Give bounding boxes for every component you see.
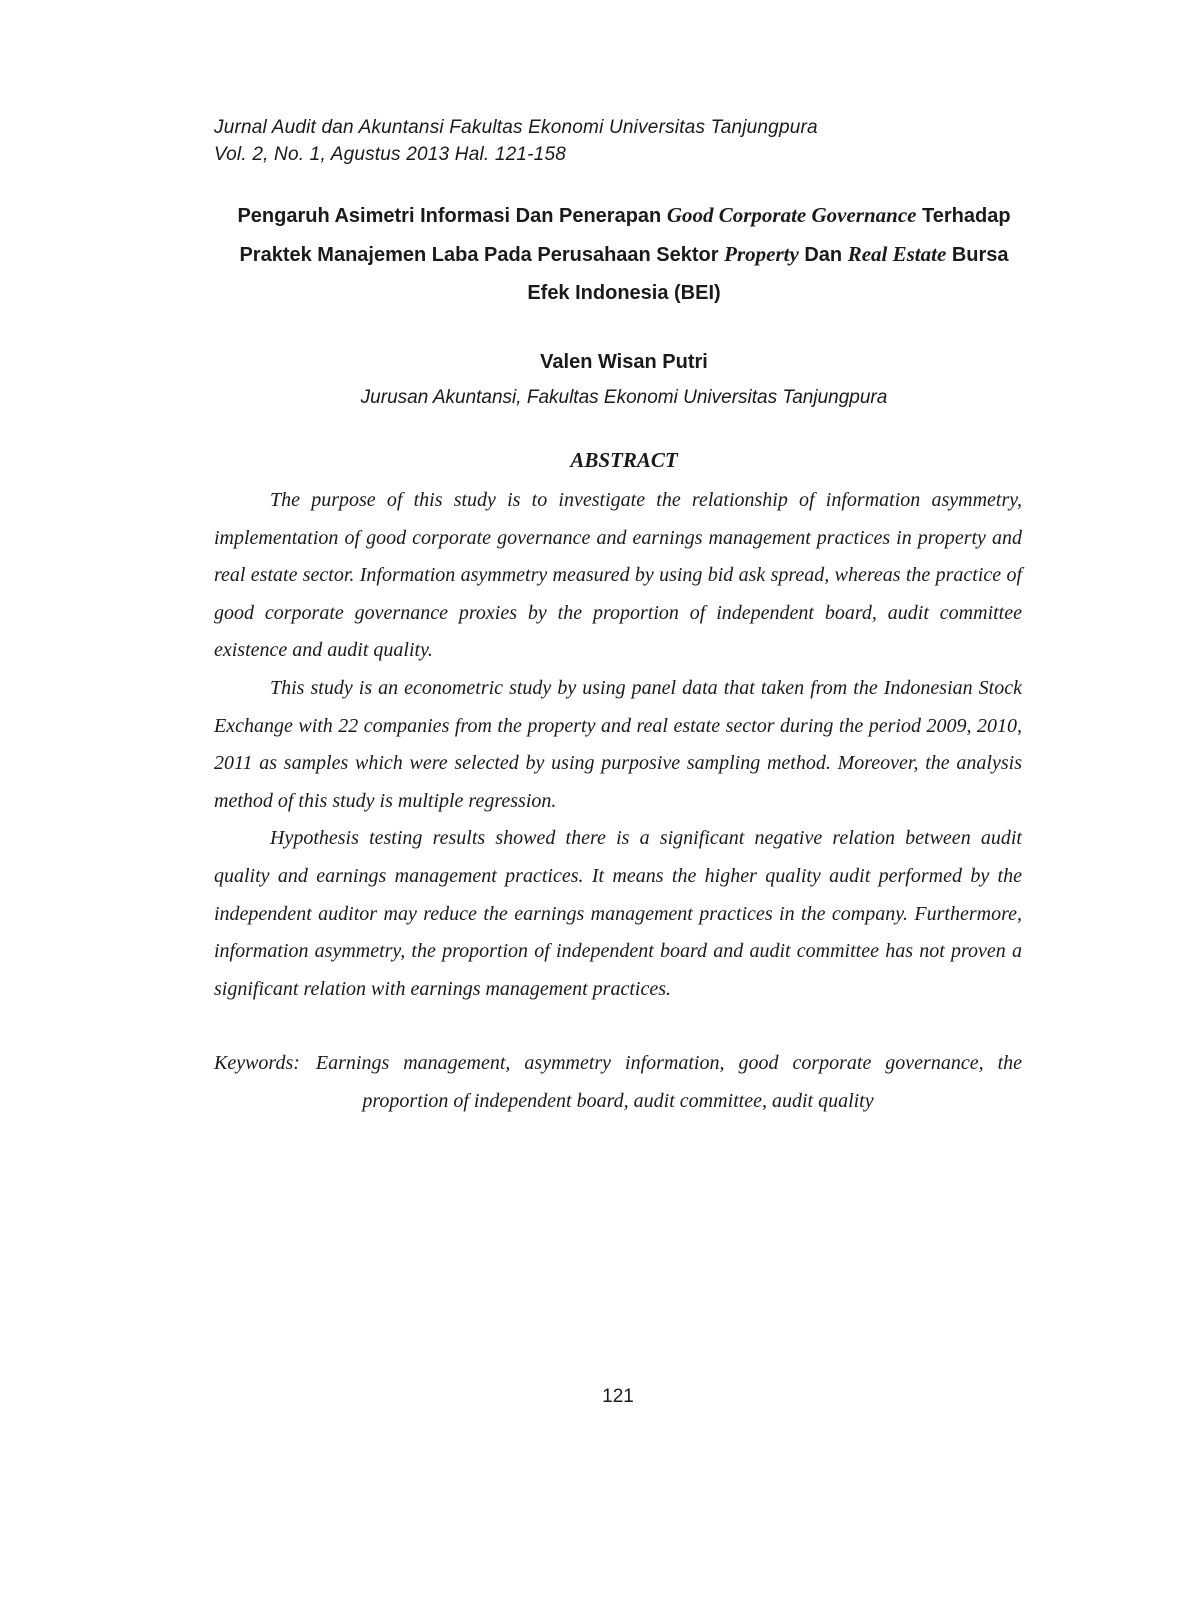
abstract-paragraph: The purpose of this study is to investigate the relationship of information asymmetry, implementation of good corporate governance and earnings management practices in property and real estate sector. Information asymmetry measured by using bid ask spread, whereas the practice of good corporate governance proxies by the proportion of independent board, audit committee existence and audit quality. [214, 489, 1022, 662]
title-line-1-part-1: Pengaruh Asimetri Informasi Dan Penerapan [237, 205, 667, 227]
page-number: 121 [602, 1386, 634, 1407]
author-affiliation: Jurusan Akuntansi, Fakultas Ekonomi Universitas Tanjungpura [360, 387, 888, 408]
title-line-3: Efek Indonesia (BEI) [527, 282, 721, 304]
author-name: Valen Wisan Putri [540, 351, 708, 373]
title-line-2-part-2: Property [724, 242, 799, 266]
keywords-line-1: Earnings management, asymmetry information, good corporate governance, the [315, 1052, 1022, 1074]
journal-name: Jurnal Audit dan Akuntansi Fakultas Ekonomi Universitas Tanjungpura [214, 117, 818, 138]
keywords-label: Keywords: [214, 1052, 300, 1074]
journal-issue: Vol. 2, No. 1, Agustus 2013 Hal. 121-158 [214, 144, 566, 165]
abstract-heading: ABSTRACT [570, 448, 678, 472]
title-line-2-part-4: Real Estate [847, 242, 947, 266]
title-line-2-part-1: Praktek Manajemen Laba Pada Perusahaan Sektor [239, 244, 725, 266]
title-line-1 [214, 196, 1034, 235]
title-line-1-part-2: Good Corporate Governance [666, 203, 917, 227]
keywords [214, 1044, 1022, 1120]
abstract-paragraph: This study is an econometric study by using panel data that taken from the Indonesian Stock Exchange with 22 companies from the property and real estate sector during the period 2009, 2010, 2011 as samples which were selected by using purposive sampling method. Moreover, the analysis method of this study is multiple regression. [214, 676, 1022, 812]
title-line-2 [214, 235, 1034, 274]
abstract-body [214, 482, 1022, 1008]
title-line-2-part-5: Bursa [946, 244, 1009, 266]
title-line-2-part-3: Dan [798, 244, 848, 266]
keywords-line-2: proportion of independent board, audit committee, audit quality [362, 1090, 874, 1112]
journal-header [214, 114, 1014, 168]
paper-title [214, 196, 1034, 312]
title-line-1-part-3: Terhadap [916, 205, 1011, 227]
keywords-row-1 [214, 1044, 1022, 1082]
abstract-paragraph: Hypothesis testing results showed there is a significant negative relation between audit quality and earnings management practices. It means the higher quality audit performed by the independent auditor may reduce the earnings management practices in the company. Furthermore, information asymmetry, the proportion of independent board and audit committee has not proven a significant relation with earnings management practices. [214, 827, 1022, 1000]
